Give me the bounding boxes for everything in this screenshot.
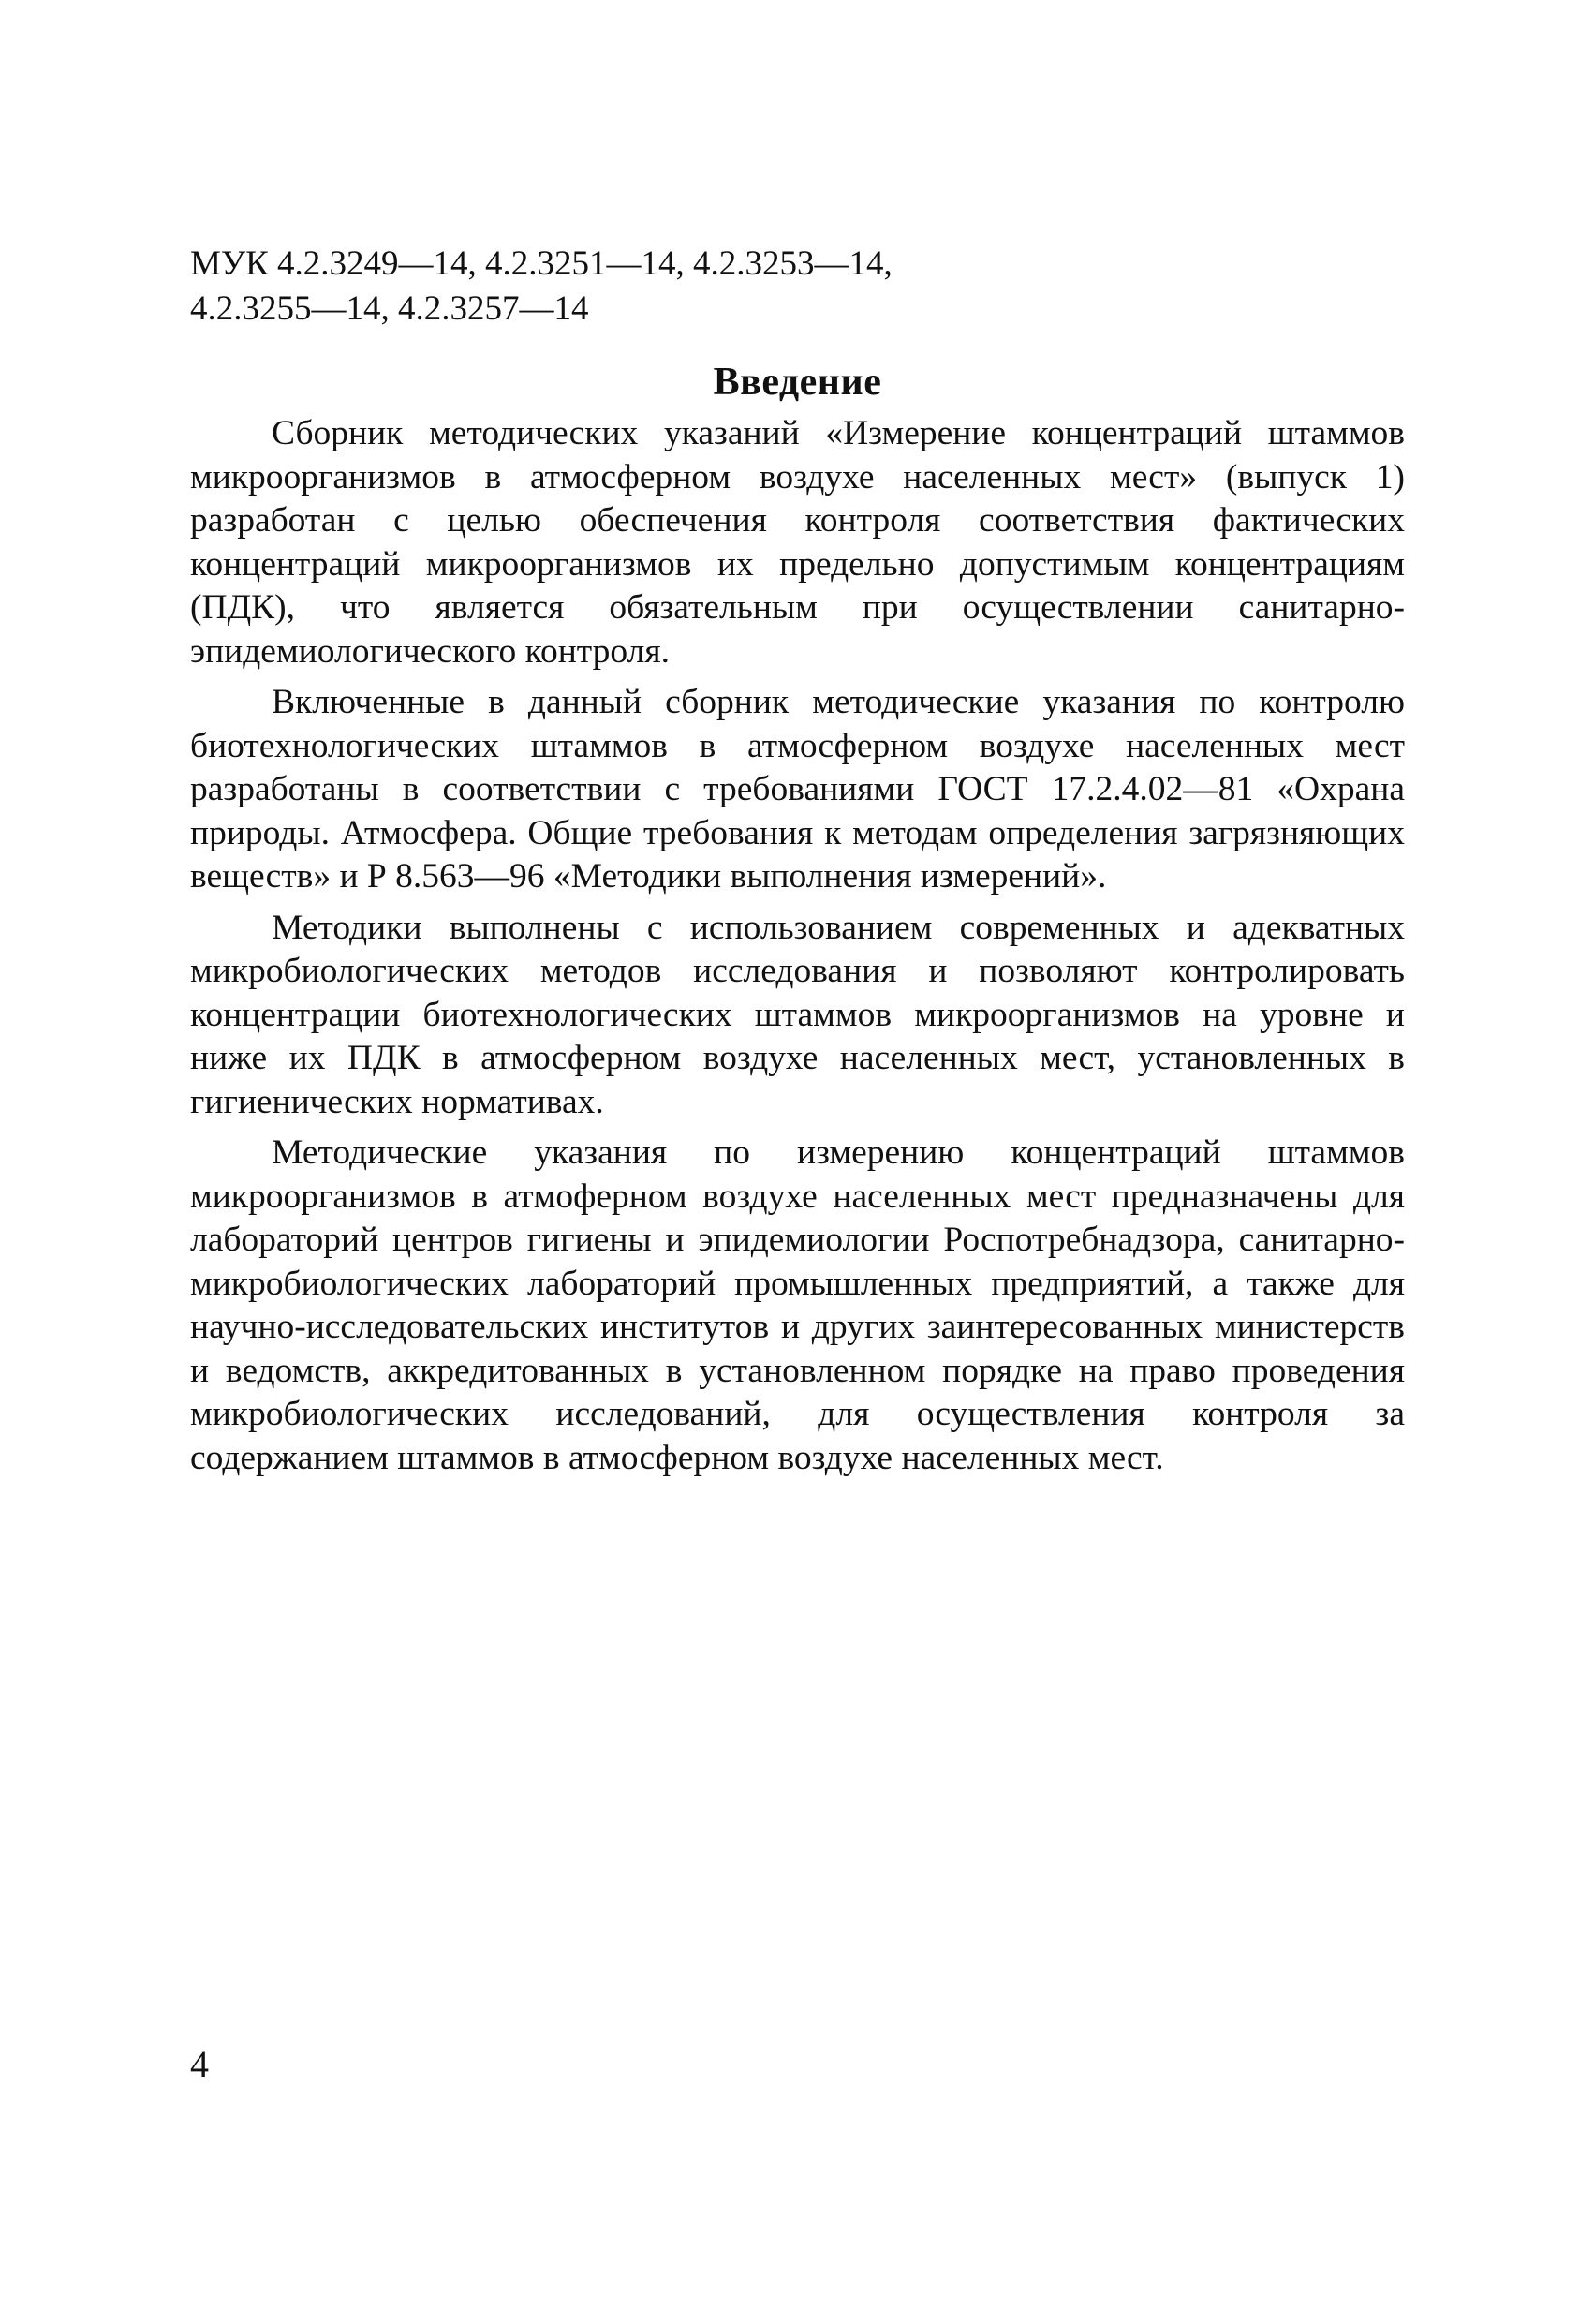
document-code-line-2: 4.2.3255—14, 4.2.3257—14 xyxy=(190,289,589,328)
paragraph-3: Методики выполнены с использованием современных и адекватных микробиологических методов исследования и позволяют контролировать концентрации биотехнологических штаммов микроорганизмов на уровне и ниже их ПДК в атмосферном воздухе населенных мест, установленных в гигиенических нормативах. xyxy=(190,908,1405,1121)
document-code-header xyxy=(190,242,1408,332)
section-title: Введение xyxy=(713,361,882,404)
body-text xyxy=(190,412,1405,1488)
paragraph-1: Сборник методических указаний «Измерение концентраций штаммов микроорганизмов в атмосферном воздухе населенных мест» (выпуск 1) разработан с целью обеспечения контроля соответствия фактических концентраций микроорганизмов их предельно допустимым концентрациям (ПДК), что является обязательным при осуществлении санитарно-эпидемиологического контроля. xyxy=(190,414,1405,671)
paragraph-2: Включенные в данный сборник методические указания по контролю биотехнологических штаммов в атмосферном воздухе населенных мест разработаны в соответствии с требованиями ГОСТ 17.2.4.02—81 «Охрана природы. Атмосфера. Общие требования к методам определения загрязняющих веществ» и Р 8.563—96 «Методики выполнения измерений». xyxy=(190,683,1405,896)
page-number: 4 xyxy=(190,2043,209,2085)
paragraph-4: Методические указания по измерению концентраций штаммов микроорганизмов в атмоферном воздухе населенных мест предназначены для лабораторий центров гигиены и эпидемиологии Роспотребнадзора, санитарно-микробиологических лабораторий промышленных предприятий, а также для научно-исследовательских институтов и других заинтересованных министерств и ведомств, аккредитованных в установленном порядке на право проведения микробиологических исследований, для осуществления контроля за содержанием штаммов в атмосферном воздухе населенных мест. xyxy=(190,1133,1405,1477)
document-code-line-1: МУК 4.2.3249—14, 4.2.3251—14, 4.2.3253—14, xyxy=(190,244,893,283)
